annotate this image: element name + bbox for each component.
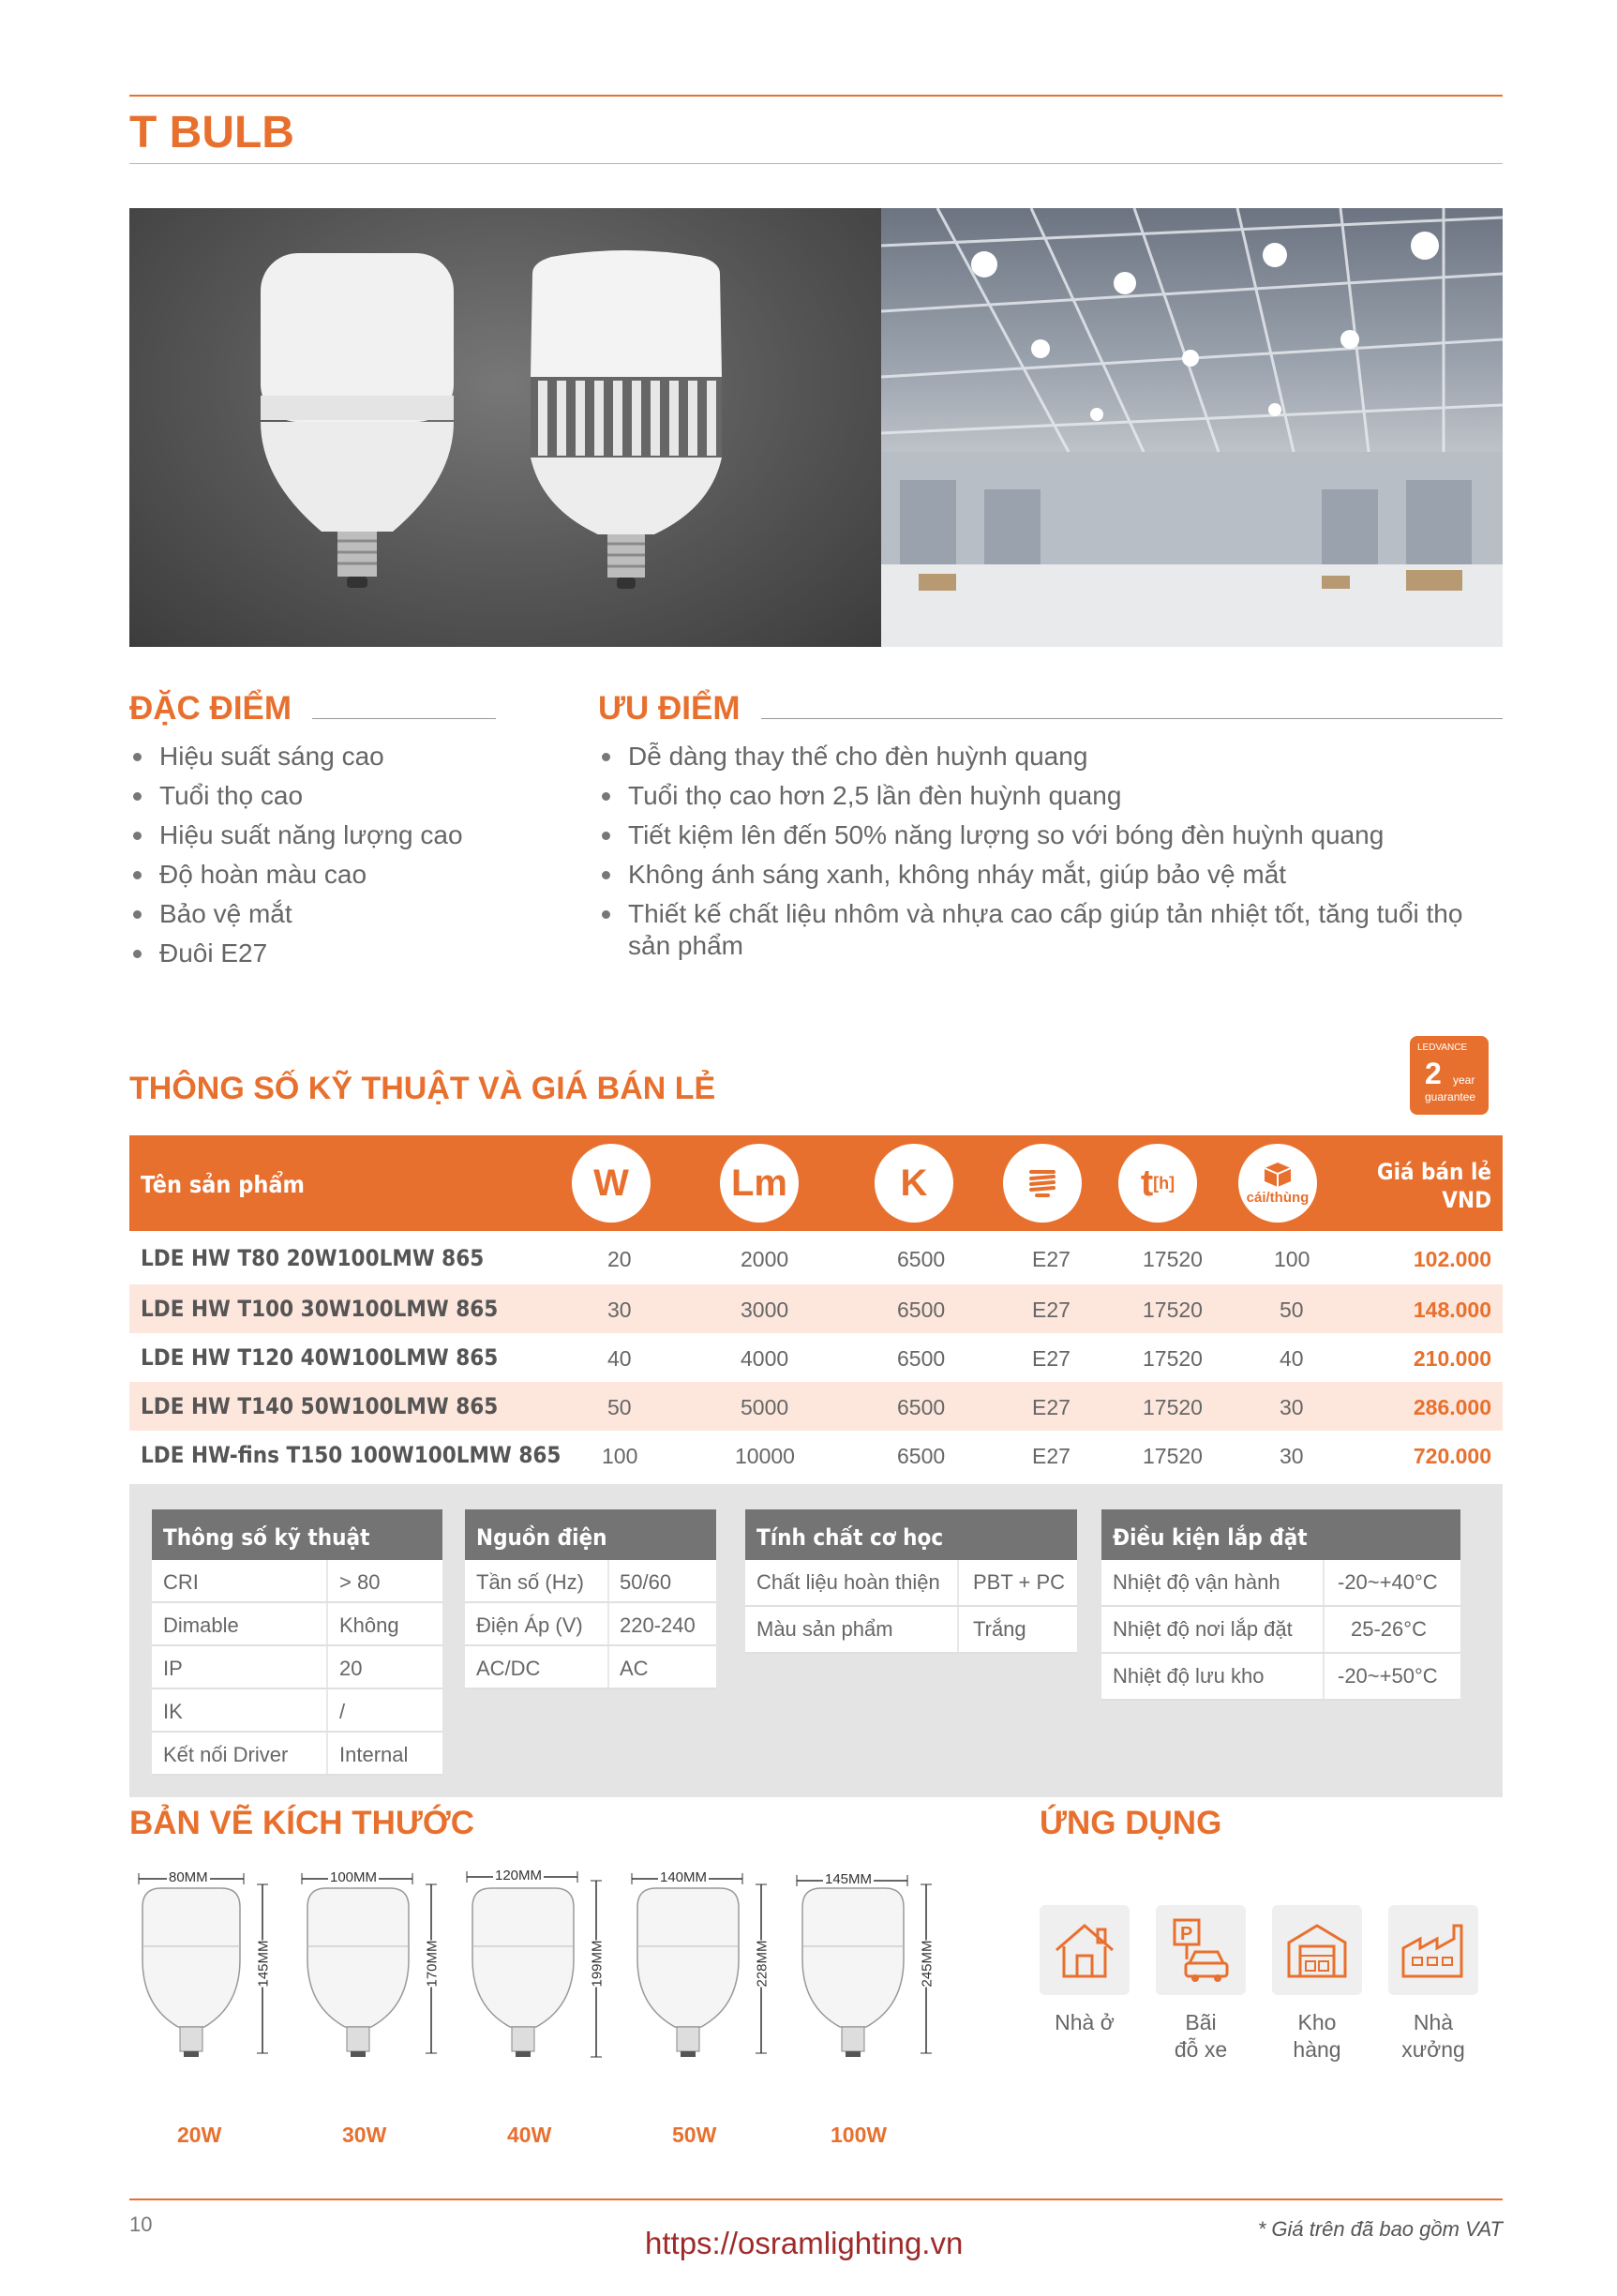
bulb-height-label: 228MM [754, 1940, 771, 1988]
table-row [129, 1234, 1503, 1283]
app-label [1149, 2009, 1252, 2063]
svg-text:P: P [1180, 1924, 1193, 1944]
bulb-watt-label: 30W [342, 2123, 387, 2147]
col-t-label: t [1140, 1162, 1154, 1204]
footer-rule [129, 2198, 1503, 2200]
tech-table [152, 1509, 442, 1776]
list-item: Thiết kế chất liệu nhôm và nhựa cao cấp giúp tản nhiệt tốt, tăng tuổi thọ sản phẩm [598, 894, 1489, 962]
list-item: Đuôi E27 [129, 934, 579, 973]
page-title: T BULB [129, 108, 294, 158]
drawing-heading: BẢN VẼ KÍCH THƯỚC [129, 1805, 475, 1841]
bulb-height-label: 245MM [919, 1940, 936, 1988]
bulb-drawing-40w [459, 1866, 628, 2091]
spec-label: Tần số (Hz) [476, 1570, 584, 1594]
col-w-header: W [572, 1144, 651, 1223]
product-name: LDE HW T80 20W100LMW 865 [141, 1245, 485, 1271]
table-row [745, 1607, 1077, 1654]
table-row [745, 1560, 1077, 1607]
power-heading: Nguồn điện [465, 1509, 716, 1560]
spec-value: Internal [339, 1743, 409, 1766]
spec-value: 220-240 [620, 1613, 696, 1637]
bulb-drawing-50w [624, 1866, 793, 2091]
app-warehouse-tile [1272, 1905, 1362, 1995]
cell-k: 6500 [897, 1346, 946, 1371]
tech-heading: Thông số kỹ thuật [152, 1509, 442, 1560]
website-link[interactable]: https://osramlighting.vn [645, 2226, 964, 2260]
cell-lm: 4000 [741, 1346, 789, 1371]
table-row [152, 1603, 442, 1646]
bulb-width-label: 145MM [825, 1871, 873, 1887]
app-home-tile [1040, 1905, 1130, 1995]
cell-box: 30 [1280, 1444, 1304, 1468]
cell-t: 17520 [1143, 1395, 1203, 1419]
bulb-width-label: 140MM [660, 1869, 708, 1885]
bulb-watt-label: 20W [177, 2123, 222, 2147]
bulb-watt-label: 50W [672, 2123, 717, 2147]
cell-w: 30 [607, 1298, 632, 1322]
app-label [1265, 2009, 1369, 2063]
cell-lm: 10000 [735, 1444, 795, 1468]
install-heading: Điều kiện lắp đặt [1101, 1509, 1460, 1560]
spec-value: 25-26°C [1351, 1617, 1427, 1641]
features-heading-line [312, 718, 496, 719]
bulb-base-icon [1024, 1164, 1061, 1202]
cell-price: 210.000 [1413, 1346, 1491, 1371]
col-name-header: Tên sản phẩm [141, 1171, 305, 1198]
col-price-header [1377, 1158, 1491, 1214]
bulb-watt-label: 40W [507, 2123, 552, 2147]
app-label [1382, 2009, 1485, 2063]
spec-label: Điện Áp (V) [476, 1613, 583, 1637]
spec-label: Nhiệt độ lưu kho [1113, 1664, 1265, 1688]
title-underline [129, 163, 1503, 164]
guarantee-badge [1410, 1036, 1489, 1115]
features-list [129, 737, 579, 973]
cell-k: 6500 [897, 1395, 946, 1419]
advantages-heading: ƯU ĐIỂM [598, 690, 741, 727]
cell-k: 6500 [897, 1298, 946, 1322]
guarantee-unit: year [1453, 1073, 1475, 1087]
spec-value: AC [620, 1657, 649, 1680]
vat-note: * Giá trên đã bao gồm VAT [1257, 2217, 1503, 2241]
bulb-height-label: 199MM [589, 1940, 606, 1988]
cell-lm: 3000 [741, 1298, 789, 1322]
list-item: Hiệu suất năng lượng cao [129, 816, 579, 855]
specs-heading: THÔNG SỐ KỸ THUẬT VÀ GIÁ BÁN LẺ [129, 1071, 716, 1106]
app-label-line: Kho [1297, 2010, 1337, 2034]
cell-price: 720.000 [1413, 1444, 1491, 1468]
advantages-list [598, 737, 1489, 962]
bulb-watt-label: 100W [831, 2123, 888, 2147]
mech-heading: Tính chất cơ học [745, 1509, 1077, 1560]
col-box-label: cái/thùng [1246, 1190, 1310, 1206]
list-item: Hiệu suất sáng cao [129, 737, 579, 776]
cell-base: E27 [1032, 1247, 1071, 1271]
cell-base: E27 [1032, 1444, 1071, 1468]
cell-lm: 2000 [741, 1247, 789, 1271]
table-row [152, 1733, 442, 1776]
cell-box: 50 [1280, 1298, 1304, 1322]
spec-value: PBT + PC [973, 1570, 1066, 1594]
product-name: LDE HW-fins T150 100W100LMW 865 [141, 1442, 561, 1468]
table-row [465, 1646, 716, 1689]
spec-label: Nhiệt độ vận hành [1113, 1570, 1280, 1594]
bulb-drawing-20w [129, 1866, 298, 2091]
col-price-line2: VND [1442, 1187, 1491, 1213]
col-k-header: K [875, 1144, 953, 1223]
table-row [465, 1603, 716, 1646]
features-heading: ĐẶC ĐIỂM [129, 690, 292, 727]
factory-icon [1388, 1905, 1478, 1995]
app-label-line: đỗ xe [1174, 2037, 1228, 2062]
spec-label: IP [163, 1657, 183, 1680]
table-row [152, 1646, 442, 1689]
bulb-width-label: 120MM [495, 1868, 543, 1883]
table-row [129, 1431, 1503, 1479]
product-photo [129, 208, 881, 647]
list-item: Tuổi thọ cao hơn 2,5 lần đèn huỳnh quang [598, 776, 1489, 816]
top-rule [129, 95, 1503, 97]
cell-t: 17520 [1143, 1346, 1203, 1371]
cell-t: 17520 [1143, 1444, 1203, 1468]
spec-label: Nhiệt độ nơi lắp đặt [1113, 1617, 1293, 1641]
col-price-line1: Giá bán lẻ [1376, 1159, 1491, 1185]
spec-value: 50/60 [620, 1570, 672, 1594]
cell-t: 17520 [1143, 1298, 1203, 1322]
col-t-header [1118, 1144, 1197, 1223]
app-label-line: Bãi [1185, 2010, 1217, 2034]
cell-price: 148.000 [1413, 1298, 1491, 1322]
bulb-photo-2 [531, 250, 722, 589]
app-label-line: xưởng [1401, 2037, 1465, 2062]
cell-t: 17520 [1143, 1247, 1203, 1271]
bulb-height-label: 145MM [255, 1940, 272, 1988]
bulb-photo-1 [261, 253, 454, 588]
page-number: 10 [129, 2213, 153, 2236]
apps-heading: ỨNG DỤNG [1040, 1805, 1222, 1841]
app-label-line: Nhà ở [1055, 2010, 1115, 2034]
app-factory-tile [1388, 1905, 1478, 1995]
app-label-line: hàng [1293, 2037, 1341, 2062]
spec-value: 20 [339, 1657, 363, 1680]
spec-label: Dimable [163, 1613, 239, 1637]
spec-value: Không [339, 1613, 399, 1637]
app-parking-tile [1156, 1905, 1246, 1995]
table-row [152, 1560, 442, 1603]
cell-box: 40 [1280, 1346, 1304, 1371]
spec-label: Màu sản phẩm [756, 1617, 893, 1641]
spec-label: Chất liệu hoàn thiện [756, 1570, 940, 1594]
power-table [465, 1509, 716, 1689]
spec-label: CRI [163, 1570, 199, 1594]
table-row [129, 1284, 1503, 1333]
spec-value: / [339, 1700, 346, 1723]
table-row [129, 1333, 1503, 1382]
table-row [465, 1560, 716, 1603]
cell-base: E27 [1032, 1298, 1071, 1322]
spec-value: -20~+50°C [1338, 1664, 1438, 1688]
warehouse-photo [881, 208, 1503, 647]
col-lm-header: Lm [720, 1144, 799, 1223]
cell-k: 6500 [897, 1247, 946, 1271]
list-item: Dễ dàng thay thế cho đèn huỳnh quang [598, 737, 1489, 776]
bulb-width-label: 80MM [169, 1869, 208, 1885]
product-name: LDE HW T140 50W100LMW 865 [141, 1393, 499, 1419]
mech-table [745, 1509, 1077, 1654]
house-icon [1040, 1905, 1130, 1995]
bulb-width-label: 100MM [330, 1869, 378, 1885]
warehouse-icon [1272, 1905, 1362, 1995]
cell-base: E27 [1032, 1395, 1071, 1419]
cell-w: 100 [602, 1444, 638, 1468]
install-table [1101, 1509, 1460, 1701]
table-row [129, 1382, 1503, 1431]
col-box-header [1238, 1144, 1317, 1223]
spec-label: AC/DC [476, 1657, 541, 1680]
cell-w: 50 [607, 1395, 632, 1419]
list-item: Bảo vệ mắt [129, 894, 579, 934]
list-item: Độ hoàn màu cao [129, 855, 579, 894]
spec-value: -20~+40°C [1338, 1570, 1438, 1594]
spec-value: Trắng [973, 1617, 1026, 1641]
list-item: Không ánh sáng xanh, không nháy mắt, giúp bảo vệ mắt [598, 855, 1489, 894]
table-row [1101, 1560, 1460, 1607]
table-row [1101, 1654, 1460, 1701]
app-label [1033, 2009, 1136, 2036]
app-label-line: Nhà [1413, 2010, 1454, 2034]
cell-price: 102.000 [1413, 1247, 1491, 1271]
cell-price: 286.000 [1413, 1395, 1491, 1419]
guarantee-years: 2 [1425, 1057, 1442, 1090]
cell-box: 100 [1274, 1247, 1310, 1271]
cell-base: E27 [1032, 1346, 1071, 1371]
col-base-header [1003, 1144, 1082, 1223]
bulb-height-label: 170MM [424, 1940, 441, 1988]
parking-car-icon [1156, 1905, 1246, 1995]
cell-lm: 5000 [741, 1395, 789, 1419]
bulb-outline-icon [129, 1866, 298, 2091]
product-name: LDE HW T120 40W100LMW 865 [141, 1344, 499, 1371]
list-item: Tiết kiệm lên đến 50% năng lượng so với bóng đèn huỳnh quang [598, 816, 1489, 855]
bulb-drawing-30w [294, 1866, 463, 2091]
guarantee-brand: LEDVANCE [1417, 1043, 1468, 1053]
guarantee-word: guarantee [1425, 1090, 1476, 1103]
product-name: LDE HW T100 30W100LMW 865 [141, 1296, 499, 1322]
spec-label: Kết nối Driver [163, 1743, 289, 1766]
bulb-drawing-100w [789, 1866, 958, 2091]
list-item: Tuổi thọ cao [129, 776, 579, 816]
spec-label: IK [163, 1700, 183, 1723]
cell-k: 6500 [897, 1444, 946, 1468]
spec-value: > 80 [339, 1570, 381, 1594]
box-icon [1262, 1161, 1294, 1189]
advantages-heading-line [761, 718, 1503, 719]
cell-box: 30 [1280, 1395, 1304, 1419]
cell-w: 40 [607, 1346, 632, 1371]
col-t-unit: [h] [1153, 1173, 1175, 1193]
table-header [129, 1135, 1503, 1231]
table-row [152, 1689, 442, 1733]
table-row [1101, 1607, 1460, 1654]
cell-w: 20 [607, 1247, 632, 1271]
